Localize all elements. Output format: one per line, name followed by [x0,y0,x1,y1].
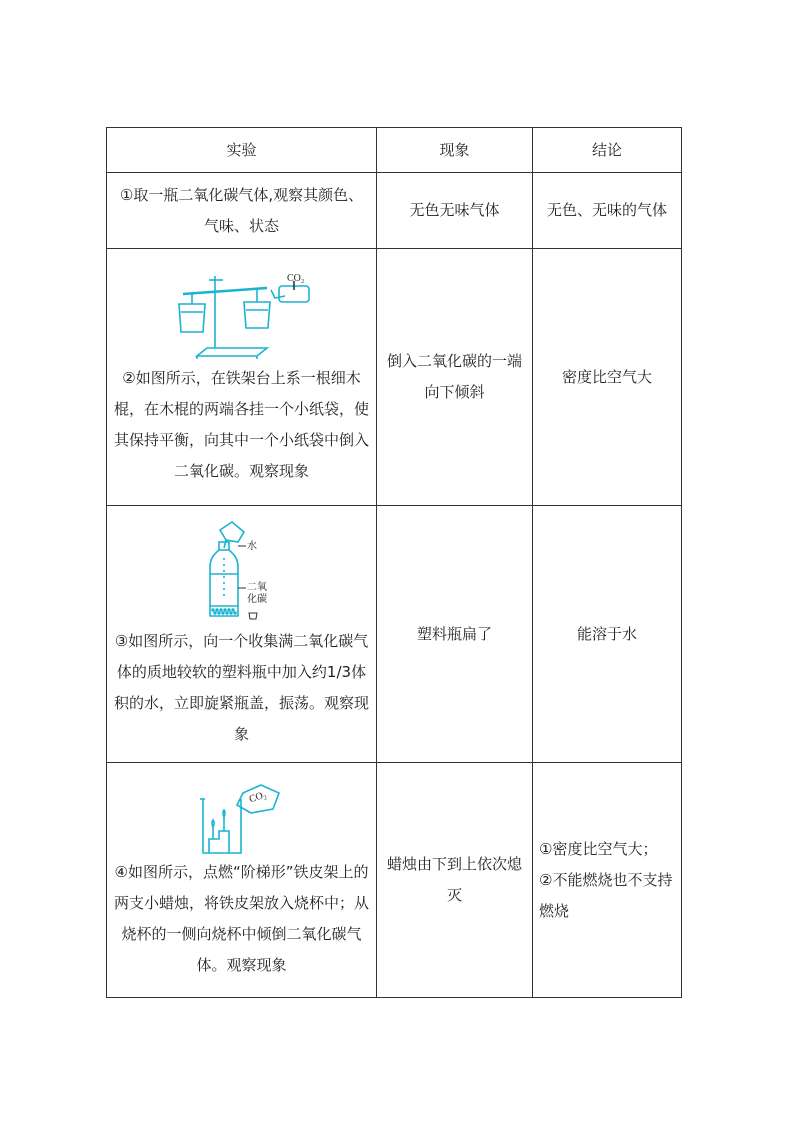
experiment-text: ①取一瓶二氧化碳气体,观察其颜色、气味、状态 [119,185,364,235]
table-row [107,173,682,249]
table-header-row [107,128,682,173]
candle-beaker-figure [197,779,287,857]
bottle-figure [202,518,282,626]
table-row [107,763,682,998]
conclusion-line2: ②不能燃烧也不支持燃烧 [539,870,673,920]
right-paper-bag [244,302,270,328]
co2-label: CO₂ [286,272,304,284]
experiment-text: ④如图所示，点燃“阶梯形”铁皮架上的两支小蜡烛，将铁皮架放入烧杯中；从烧杯的一侧向烧杯中倾倒二氧化碳气体。观察现象 [113,863,369,974]
experiment-text: ③如图所示，向一个收集满二氧化碳气体的质地较软的塑料瓶中加入约1/3体积的水，立即旋紧瓶盖，振荡。观察现象 [113,632,369,743]
bottle-cap-icon [249,613,257,619]
conclusion-cell: 无色、无味的气体 [533,173,682,249]
stand-base [197,348,267,356]
phenomenon-cell: 倒入二氧化碳的一端向下倾斜 [377,249,533,506]
experiment-cell [107,763,377,998]
conclusion-cell: 能溶于水 [533,506,682,763]
step-stand [209,831,229,853]
experiment-table [106,127,682,998]
co2-label-line2: 化碳 [246,594,267,605]
conclusion-cell: 密度比空气大 [533,249,682,506]
experiment-text: ②如图所示，在铁架台上系一根细木棍，在木棍的两端各挂一个小纸袋，使其保持平衡，向其中一个小纸袋中倒入二氧化碳。观察现象 [113,368,369,480]
header-phenomenon: 现象 [377,128,533,173]
phenomenon-cell: 无色无味气体 [377,173,533,249]
water-label: 水 [246,541,257,552]
table-row [107,249,682,506]
co2-label: CO₂ [247,789,268,806]
experiment-cell [107,249,377,506]
water-beaker [220,522,244,542]
conclusion-line1: ①密度比空气大； [539,839,658,858]
header-conclusion: 结论 [533,128,682,173]
header-experiment: 实验 [107,128,377,173]
phenomenon-cell: 塑料瓶扁了 [377,506,533,763]
phenomenon-cell: 蜡烛由下到上依次熄灭 [377,763,533,998]
experiment-cell [107,173,377,249]
co2-label-line1: 二氧 [246,582,267,593]
wooden-stick [183,288,267,294]
balance-figure [167,268,317,363]
experiment-cell [107,506,377,763]
left-paper-bag [179,304,205,332]
conclusion-cell [533,763,682,998]
table-row [107,506,682,763]
